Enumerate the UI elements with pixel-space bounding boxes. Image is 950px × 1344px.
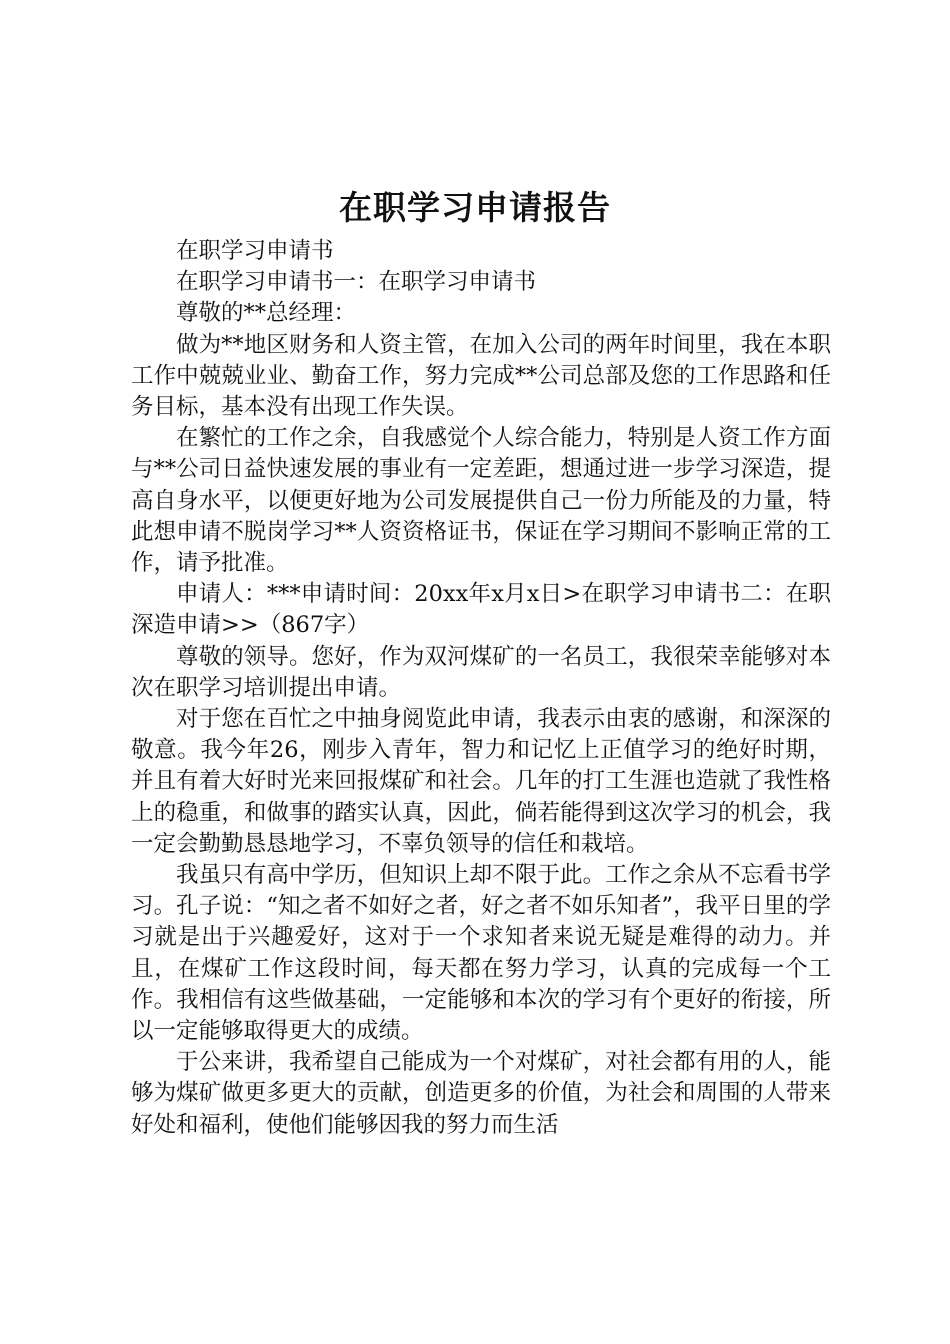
paragraph: 对于您在百忙之中抽身阅览此申请，我表示由衷的感谢，和深深的敬意。我今年26，刚步入青年，智力和记忆上正值学习的绝好时期，并且有着大好时光来回报煤矿和社会。几年的打工生涯也造就了我性格上的稳重，和做事的踏实认真，因此，倘若能得到这次学习的机会，我一定会勤勤恳恳地学习，不辜负领导的信任和栽培。: [131, 706, 831, 857]
paragraph: 做为**地区财务和人资主管，在加入公司的两年时间里，我在本职工作中兢兢业业、勤奋工作，努力完成**公司总部及您的工作思路和任务目标，基本没有出现工作失误。: [131, 331, 831, 421]
paragraph: 在繁忙的工作之余，自我感觉个人综合能力，特别是人资工作方面与**公司日益快速发展的事业有一定差距，想通过进一步学习深造，提高自身水平，以便更好地为公司发展提供自己一份力所能及的力量，特此想申请不脱岗学习**人资资格证书，保证在学习期间不影响正常的工作，请予批准。: [131, 425, 831, 577]
salutation: 尊敬的**总经理：: [176, 300, 357, 327]
applicant-line: 申请人：***申请时间：20xx年x月x日>在职学习申请书二：在职深造申请>>（867字）: [131, 581, 831, 639]
paragraph: 在职学习申请书: [176, 238, 334, 264]
paragraph: 尊敬的领导。您好，作为双河煤矿的一名员工，我很荣幸能够对本次在职学习培训提出申请。: [131, 643, 831, 701]
document-body: [131, 236, 831, 1141]
paragraph: 我虽只有高中学历，但知识上却不限于此。工作之余从不忘看书学习。孔子说：“知之者不如好之者，好之者不如乐知者”，我平日里的学习就是出于兴趣爱好，这对于一个求知者来说无疑是难得的动力。并且，在煤矿工作这段时间，每天都在努力学习，认真的完成每一个工作。我相信有这些做基础，一定能够和本次的学习有个更好的衔接，所以一定能够取得更大的成绩。: [131, 862, 831, 1045]
document-title: 在职学习申请报告: [339, 188, 611, 227]
paragraph: 于公来讲，我希望自己能成为一个对煤矿，对社会都有用的人，能够为煤矿做更多更大的贡献，创造更多的价值，为社会和周围的人带来好处和福利，使他们能够因我的努力而生活: [131, 1049, 831, 1138]
paragraph: 在职学习申请书一：在职学习申请书: [176, 269, 537, 296]
